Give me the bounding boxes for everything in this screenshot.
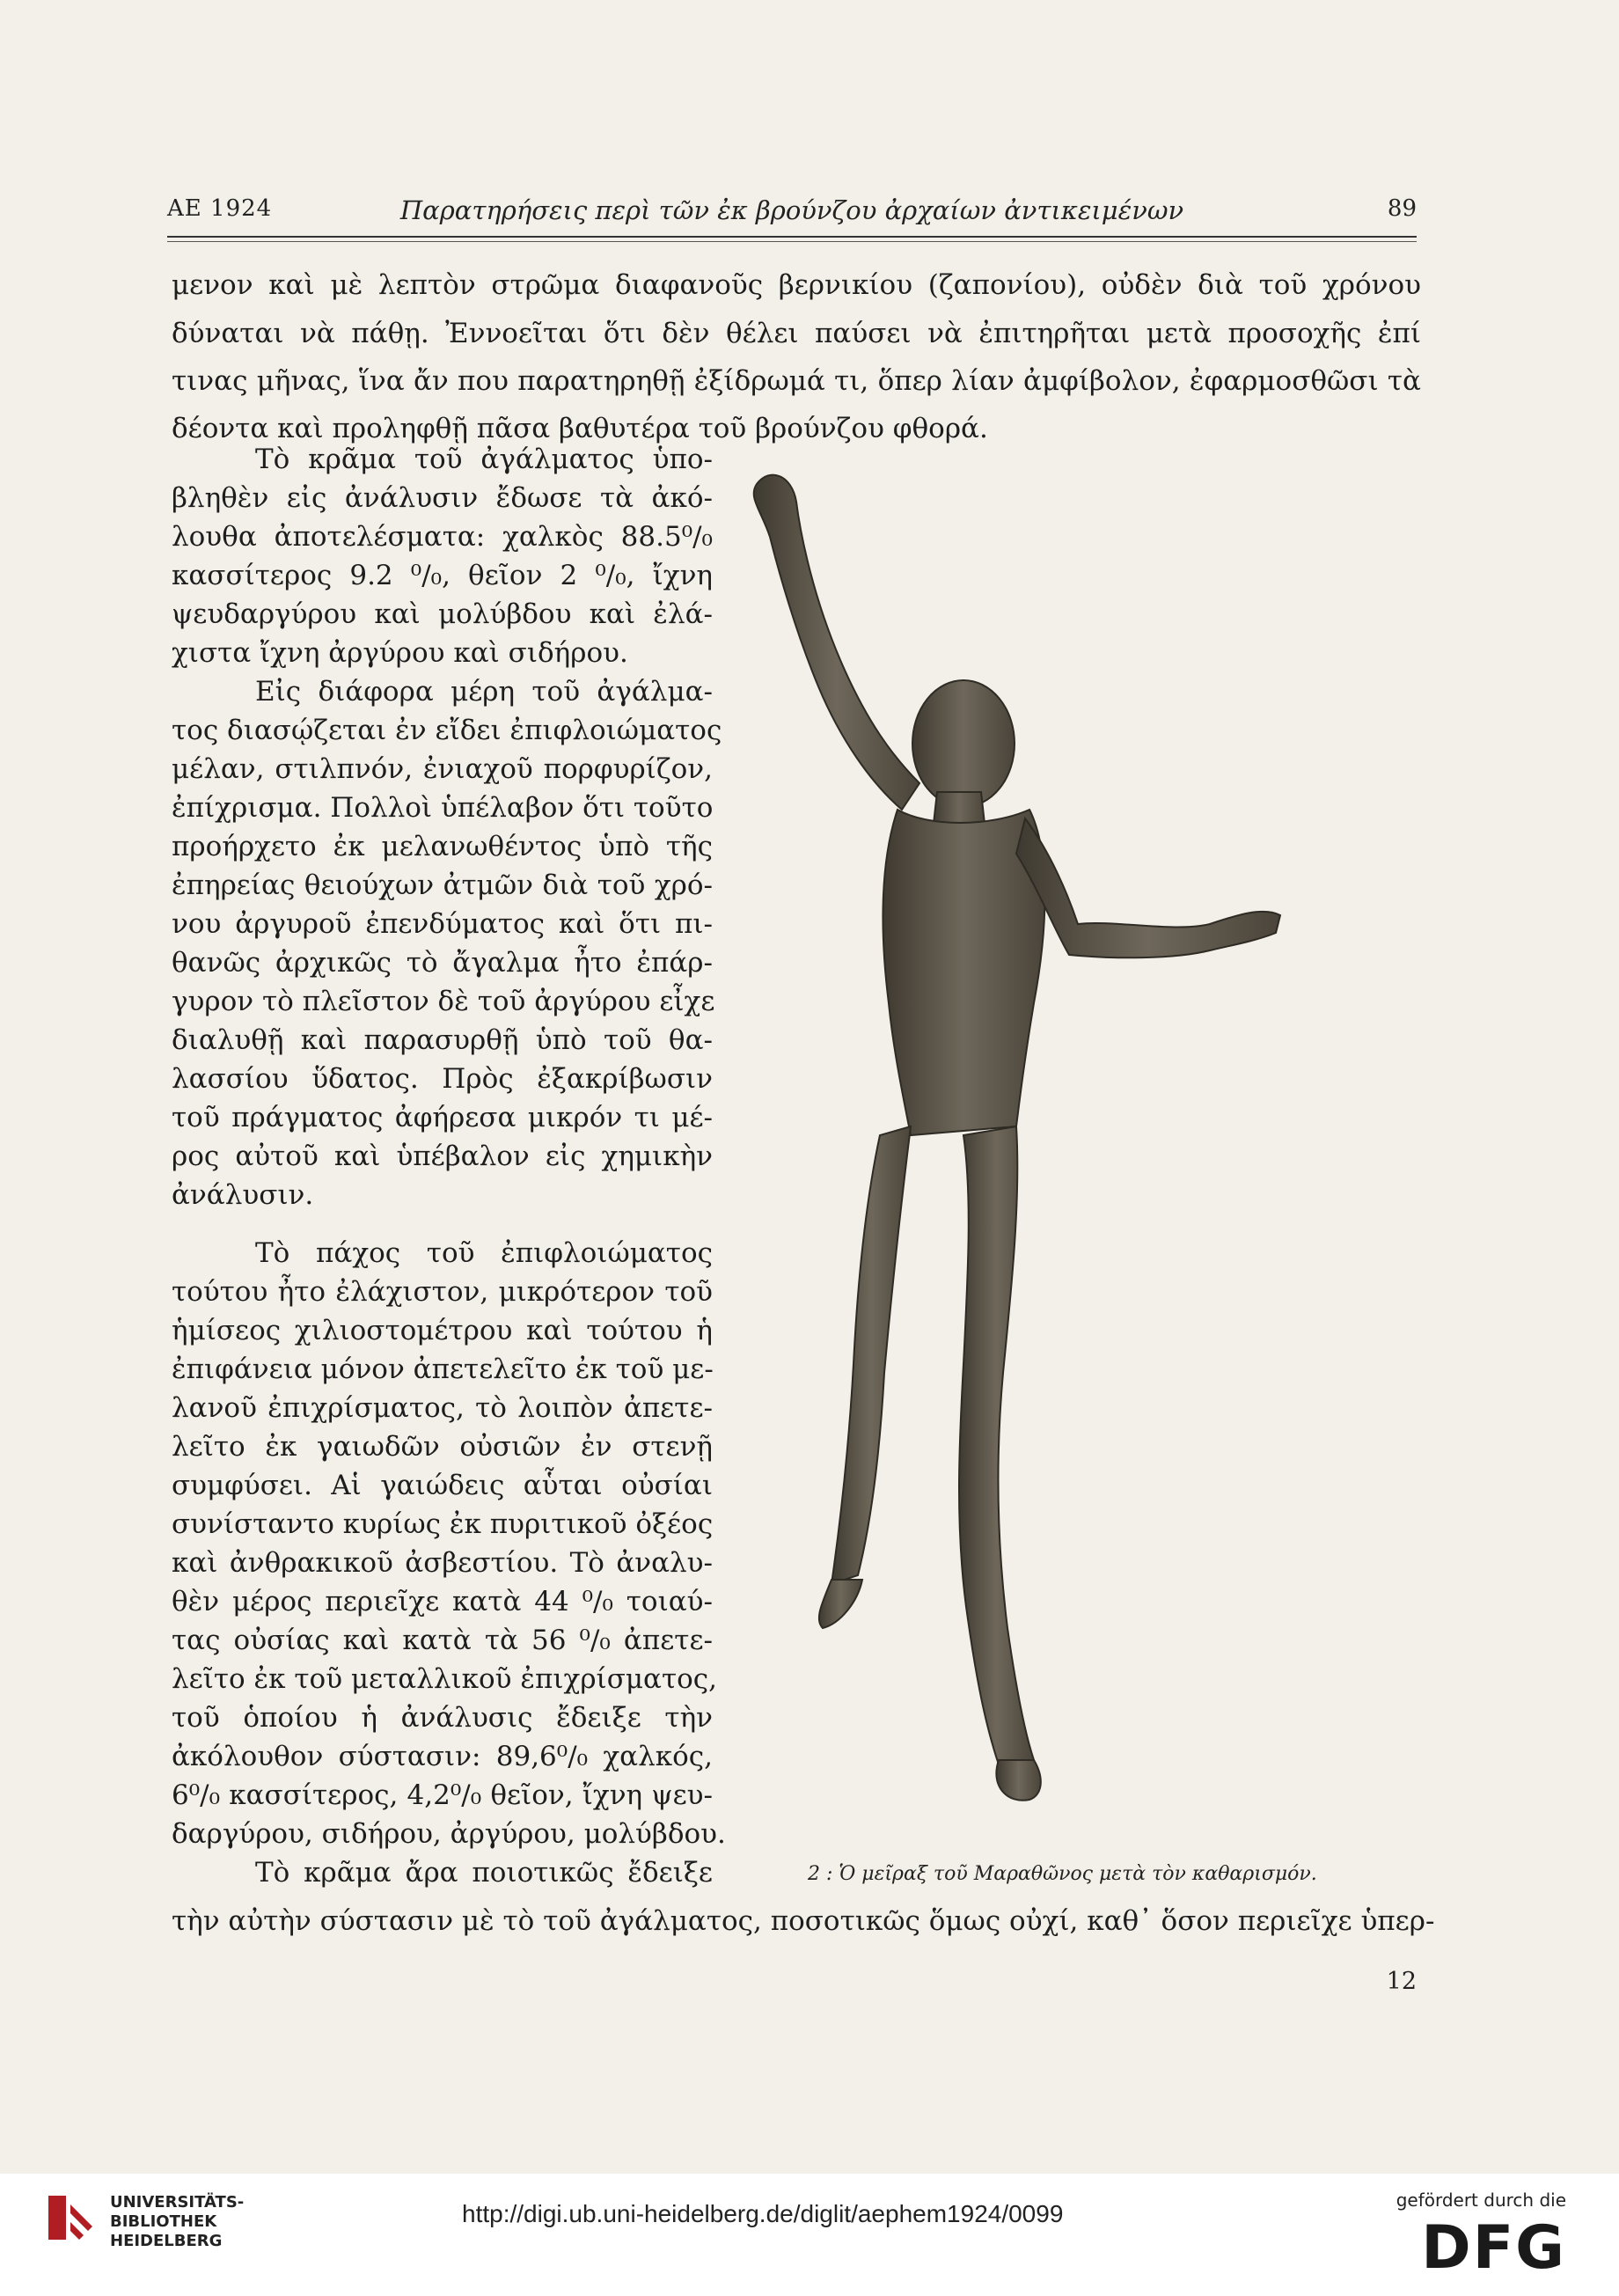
text-line: τοῦ πράγματος ἀφήρεσα μικρόν τι μέ- xyxy=(172,1102,713,1133)
text-line: συμφύσει. Αἱ γαιώδεις αὗται οὐσίαι xyxy=(172,1470,713,1501)
text-line: τας οὐσίας καὶ κατὰ τὰ 56 ⁰/₀ ἀπετε- xyxy=(172,1625,713,1656)
text-line: ἐπίχρισμα. Πολλοὶ ὑπέλαβον ὅτι τοῦτο xyxy=(172,792,714,824)
text-line: νου ἀργυροῦ ἐπενδύματος καὶ ὅτι πι- xyxy=(172,908,713,940)
page-number: 89 xyxy=(1387,195,1417,222)
text-line: γυρον τὸ πλεῖστον δὲ τοῦ ἀργύρου εἶχε xyxy=(172,986,715,1017)
source-url-link[interactable]: http://digi.ub.uni-heidelberg.de/diglit/aephem1924/0099 xyxy=(462,2200,1064,2227)
text-line: λεῖτο ἐκ τοῦ μεταλλικοῦ ἐπιχρίσματος, xyxy=(172,1663,717,1695)
university-library-logo-icon xyxy=(44,2191,97,2244)
funder-label: gefördert durch die xyxy=(1396,2190,1566,2211)
running-header xyxy=(167,195,1417,239)
text-line: μενον καὶ μὲ λεπτὸν στρῶμα διαφανοῦς βερνικίου (ζαπονίου), οὐδὲν διὰ τοῦ χρόνου xyxy=(172,269,1421,301)
text-line: λανοῦ ἐπιχρίσματος, τὸ λοιπὸν ἀπετε- xyxy=(172,1392,713,1424)
text-line: Τὸ πάχος τοῦ ἐπιφλοιώματος xyxy=(255,1237,713,1269)
text-line: τοῦ ὁποίου ἡ ἀνάλυσις ἔδειξε τὴν xyxy=(172,1702,713,1734)
text-line: κασσίτερος 9.2 ⁰/₀, θεῖον 2 ⁰/₀, ἴχνη xyxy=(172,560,713,591)
text-line: καὶ ἀνθρακικοῦ ἀσβεστίου. Τὸ ἀναλυ- xyxy=(172,1547,713,1579)
text-line: χιστα ἴχνη ἀργύρου καὶ σιδήρου. xyxy=(172,637,628,669)
text-line: ἡμίσεος χιλιοστομέτρου καὶ τούτου ἡ xyxy=(172,1315,713,1346)
running-title: Παρατηρήσεις περὶ τῶν ἐκ βρούνζου ἀρχαίων ἀντικειμένων xyxy=(399,195,1184,225)
text-line: ἐπηρείας θειούχων ἀτμῶν διὰ τοῦ χρό- xyxy=(172,869,713,901)
text-line: συνίσταντο κυρίως ἐκ πυριτικοῦ ὀξέος xyxy=(172,1508,714,1540)
text-line: τούτου ἦτο ἐλάχιστον, μικρότερον τοῦ xyxy=(172,1276,713,1308)
library-name: UNIVERSITÄTS- BIBLIOTHEK HEIDELBERG xyxy=(110,2193,245,2250)
dfg-logo: DFG xyxy=(1421,2213,1566,2283)
text-line: λεῖτο ἐκ γαιωδῶν οὐσιῶν ἐν στενῇ xyxy=(172,1431,713,1463)
text-line: βληθὲν εἰς ἀνάλυσιν ἔδωσε τὰ ἀκό- xyxy=(172,482,713,514)
journal-label: ΑΕ 1924 xyxy=(167,195,273,222)
header-rule xyxy=(167,236,1417,238)
text-line: ἀκόλουθον σύστασιν: 89,6⁰/₀ χαλκός, xyxy=(172,1741,713,1772)
text-line: ψευδαργύρου καὶ μολύβδου καὶ ἐλά- xyxy=(172,598,713,630)
text-line: λασσίου ὕδατος. Πρὸς ἐξακρίβωσιν xyxy=(172,1063,713,1095)
text-line: δύναται νὰ πάθῃ. Ἐννοεῖται ὅτι δὲν θέλει παύσει νὰ ἐπιτηρῆται μετὰ προσοχῆς ἐπί xyxy=(172,318,1421,349)
text-line: ἀνάλυσιν. xyxy=(172,1179,314,1211)
header-rule-thin xyxy=(167,241,1417,242)
text-line: λουθα ἀποτελέσματα: χαλκὸς 88.5⁰/₀ xyxy=(172,521,713,553)
text-line: τινας μῆνας, ἵνα ἄν που παρατηρηθῇ ἐξίδρωμά τι, ὅπερ λίαν ἀμφίβολον, ἐφαρμοσθῶσι τὰ xyxy=(172,365,1421,397)
text-line: μέλαν, στιλπνόν, ἐνιαχοῦ πορφυρίζον, xyxy=(172,753,713,785)
statue-figure xyxy=(717,440,1421,1883)
figure-caption: 2 : Ὁ μεῖραξ τοῦ Μαραθῶνος μετὰ τὸν καθαρισμόν. xyxy=(808,1863,1317,1885)
text-line: προήρχετο ἐκ μελανωθέντος ὑπὸ τῆς xyxy=(172,831,713,862)
text-line: θανῶς ἀρχικῶς τὸ ἄγαλμα ἦτο ἐπάρ- xyxy=(172,947,713,979)
text-line: Τὸ κρᾶμα ἄρα ποιοτικῶς ἔδειξε xyxy=(255,1857,713,1889)
signature-mark: 12 xyxy=(1386,1968,1417,1995)
text-line: τος διασῴζεται ἐν εἴδει ἐπιφλοιώματος xyxy=(172,715,722,746)
text-line: ρος αὐτοῦ καὶ ὑπέβαλον εἰς χημικὴν xyxy=(172,1141,713,1172)
text-line: δέοντα καὶ προληφθῇ πᾶσα βαθυτέρα τοῦ βρούνζου φθορά. xyxy=(172,413,988,444)
text-line: 6⁰/₀ κασσίτερος, 4,2⁰/₀ θεῖον, ἴχνη ψευ- xyxy=(172,1779,713,1811)
text-line: δαργύρου, σιδήρου, ἀργύρου, μολύβδου. xyxy=(172,1818,726,1850)
text-line: Εἰς διάφορα μέρη τοῦ ἀγάλμα- xyxy=(255,676,713,708)
text-line: θὲν μέρος περιεῖχε κατὰ 44 ⁰/₀ τοιαύ- xyxy=(172,1586,713,1617)
text-line: Τὸ κρᾶμα τοῦ ἀγάλματος ὑπο- xyxy=(255,444,713,475)
text-line: διαλυθῇ καὶ παρασυρθῇ ὑπὸ τοῦ θα- xyxy=(172,1024,713,1056)
text-line: τὴν αὐτὴν σύστασιν μὲ τὸ τοῦ ἀγάλματος, ποσοτικῶς ὅμως οὐχί, καθ᾽ ὅσον περιεῖχε ὑπερ- xyxy=(172,1905,1435,1937)
text-line: ἐπιφάνεια μόνον ἀπετελεῖτο ἐκ τοῦ με- xyxy=(172,1353,714,1385)
